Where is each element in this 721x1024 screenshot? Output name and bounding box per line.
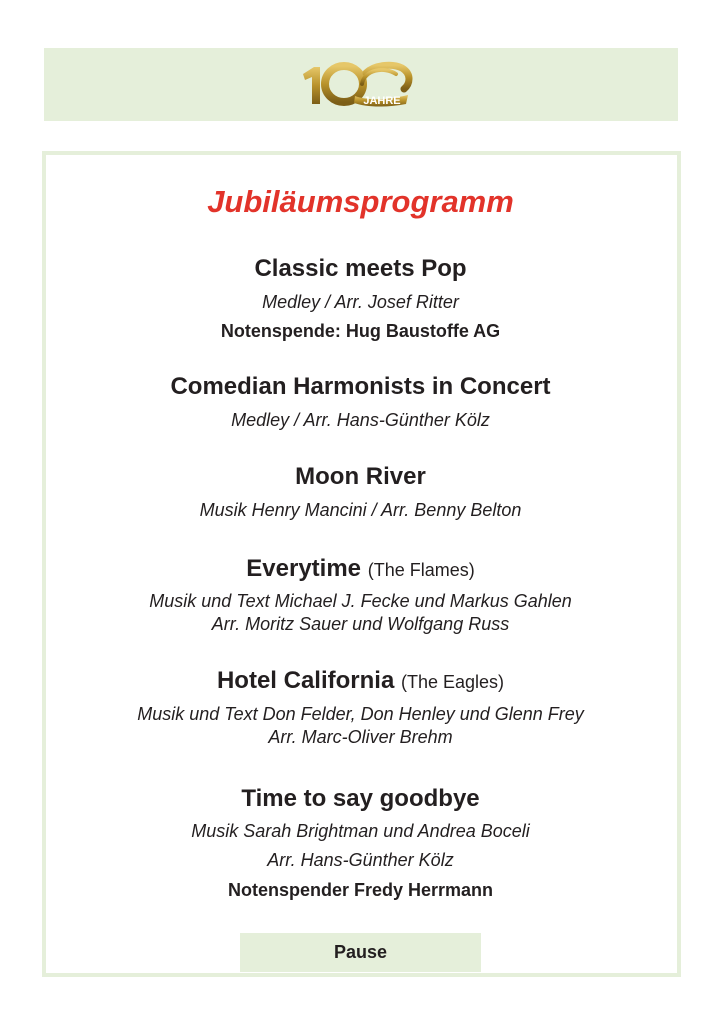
program-title: Jubiläumsprogramm [207,184,514,219]
piece-credit: Arr. Marc-Oliver Brehm [268,727,453,747]
logo-word: JAHRE [363,95,401,107]
piece-title-text: Classic meets Pop [254,255,467,282]
anniversary-100-years-logo-icon [300,60,416,112]
anniversary-logo [300,60,416,112]
piece-title [0,785,721,813]
piece-title-text: Hotel California [216,667,395,694]
piece-credit: Musik und Text Michael J. Fecke und Markus Gahlen [149,591,572,611]
piece-credit: Arr. Hans-Günther Kölz [267,850,454,870]
piece-credit: Musik Henry Mancini / Arr. Benny Belton [199,500,522,520]
piece-title-text: Everytime [246,555,362,582]
piece-credit: Medley / Arr. Josef Ritter [262,292,459,312]
pause-label: Pause [240,933,481,972]
piece-sponsor: Notenspende: Hug Baustoffe AG [220,321,501,341]
piece-title [0,555,721,583]
piece-title-text: Time to say goodbye [241,785,480,812]
piece-artist: (The Eagles) [400,672,505,692]
piece-credit: Musik und Text Don Felder, Don Henley und Glenn Frey [137,704,584,724]
piece-title [0,255,721,283]
piece-title-text: Moon River [295,463,426,490]
piece-artist: (The Flames) [367,560,475,580]
piece-credit: Medley / Arr. Hans-Günther Kölz [231,410,490,430]
piece-title [0,463,721,491]
piece-credit: Arr. Moritz Sauer und Wolfgang Russ [211,614,510,634]
piece-title [0,373,721,401]
piece-title-text: Comedian Harmonists in Concert [170,373,551,400]
piece-sponsor: Notenspender Fredy Herrmann [227,880,494,900]
piece-credit: Musik Sarah Brightman und Andrea Boceli [191,821,530,841]
piece-title [0,667,721,695]
